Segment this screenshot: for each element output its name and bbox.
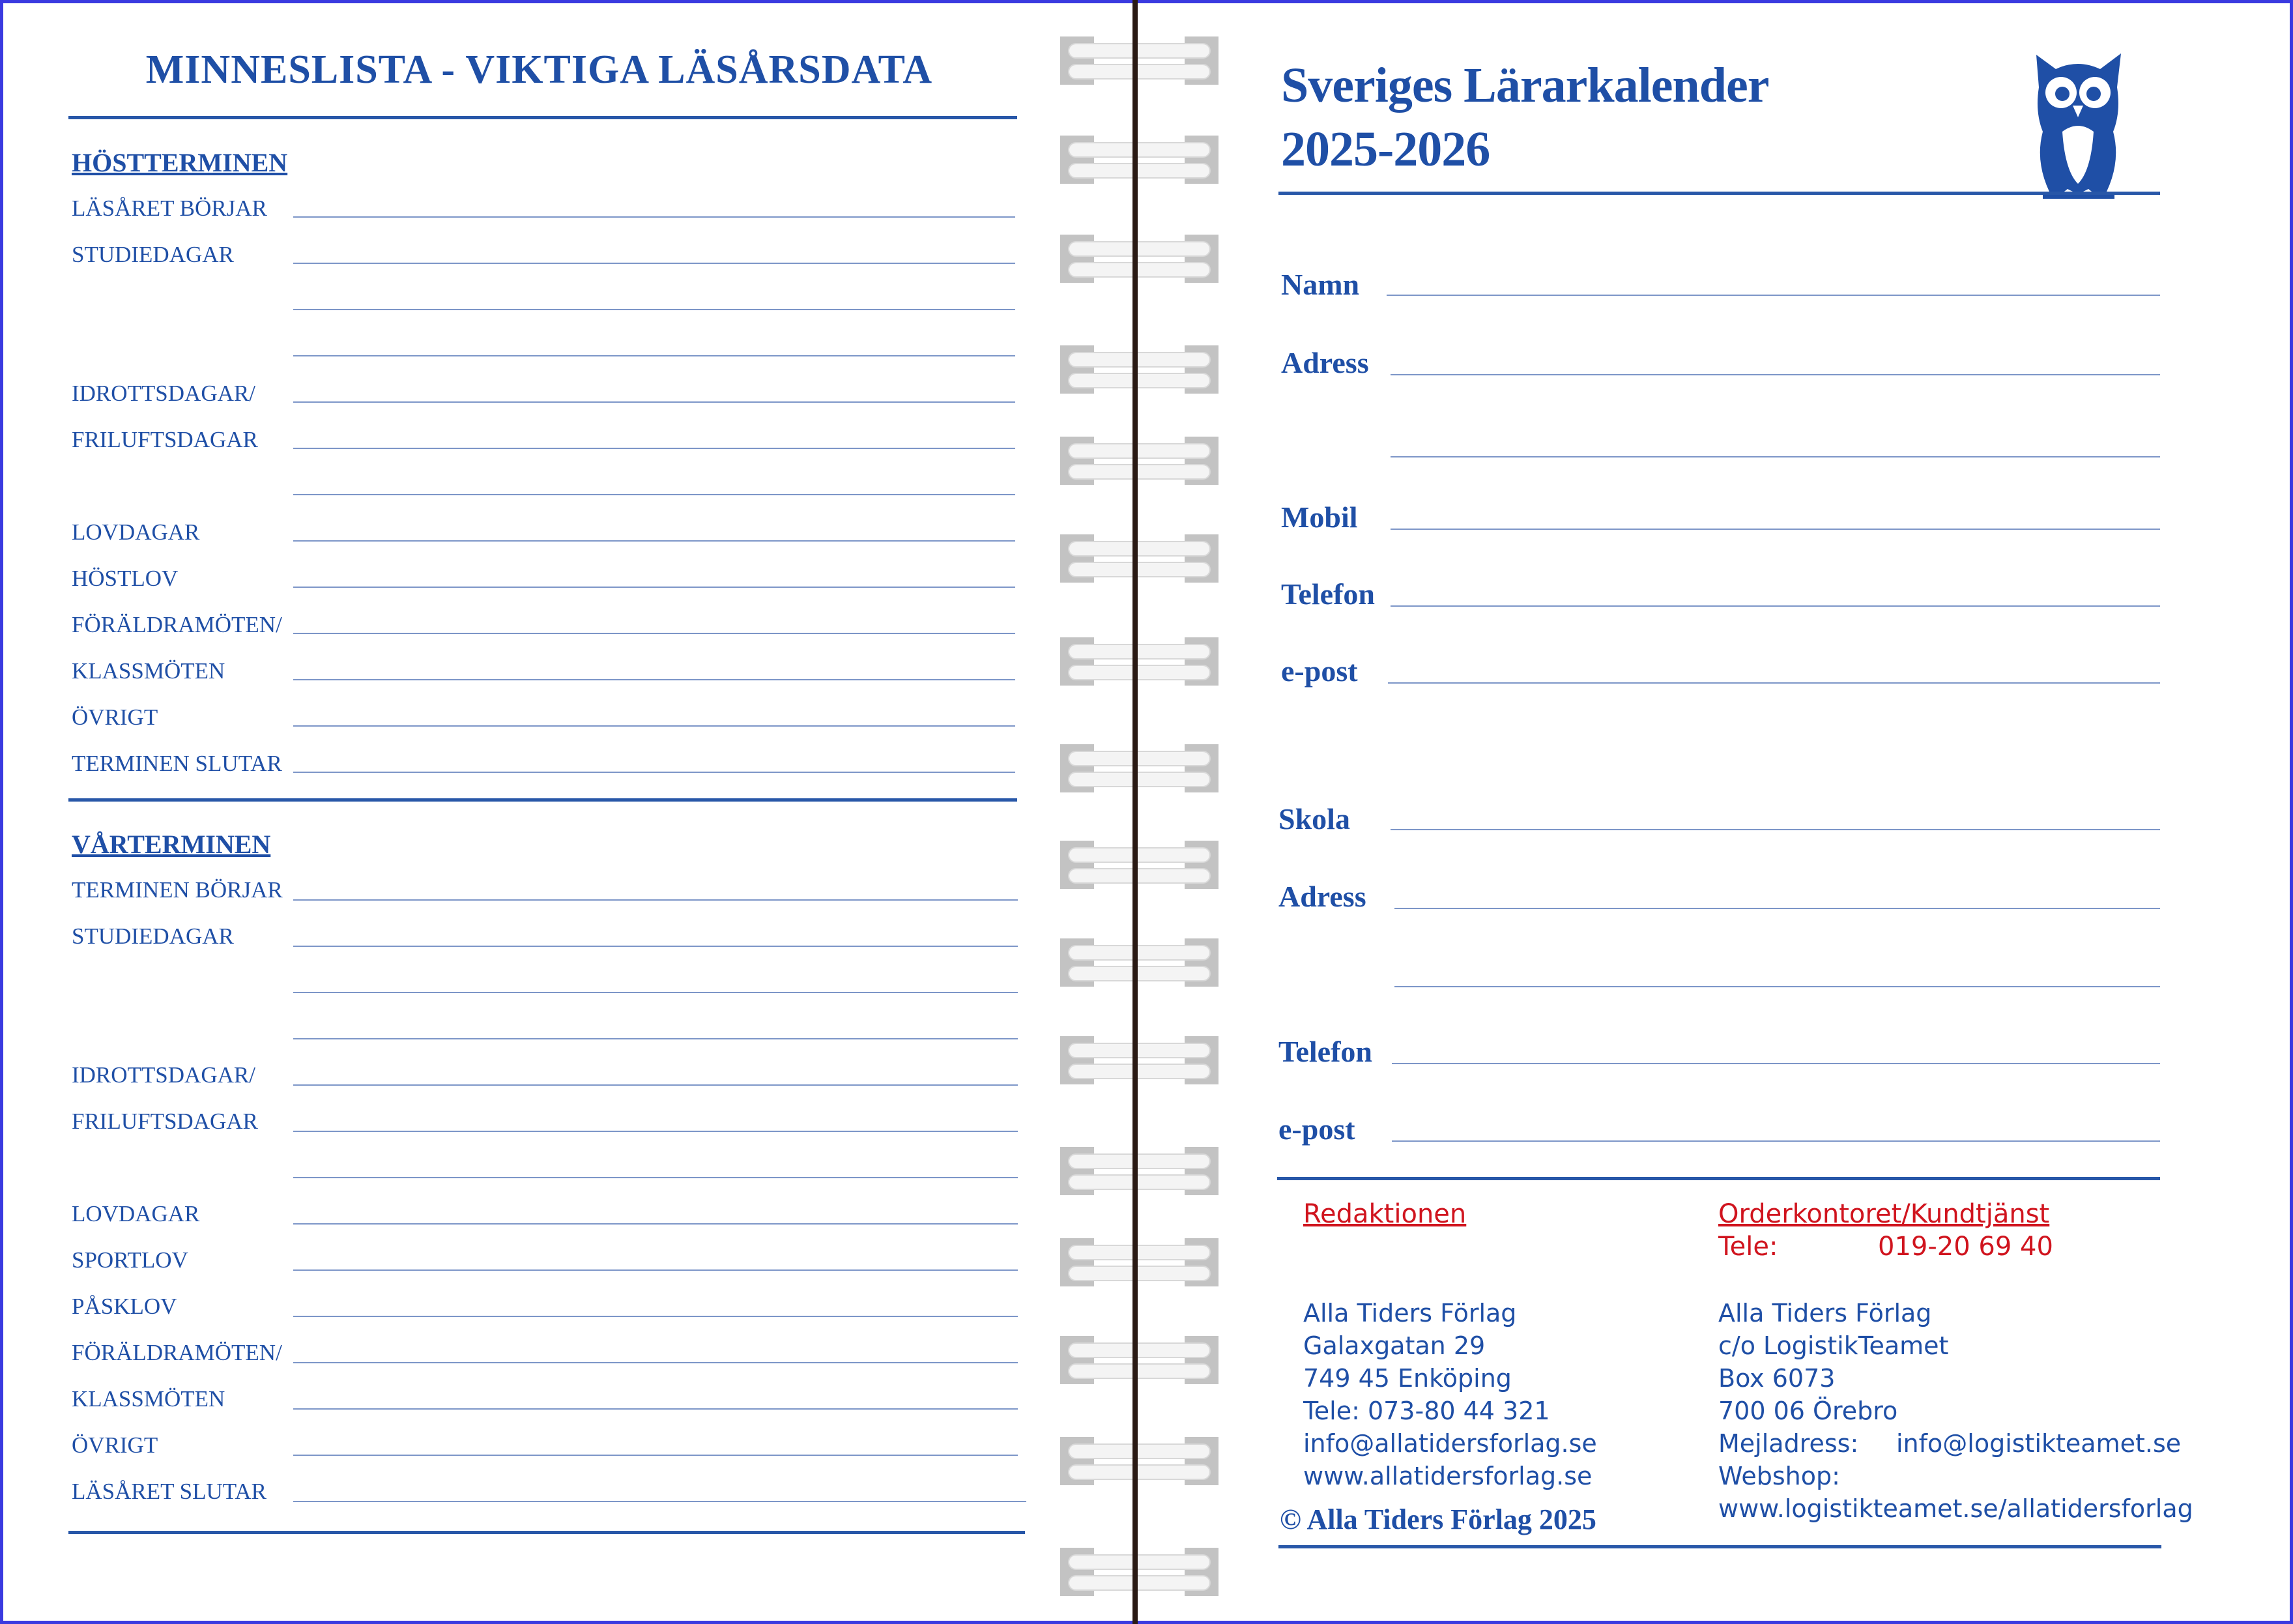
field-label-adress: Adress — [1281, 346, 1369, 379]
write-line[interactable] — [293, 448, 1015, 449]
write-line[interactable] — [293, 540, 1015, 542]
skola-adress-line[interactable] — [1394, 908, 2160, 909]
spiral-ring — [1060, 136, 1219, 184]
order-mail-label: Mejladress: — [1718, 1429, 1859, 1458]
order-line: Box 6073 — [1718, 1364, 1836, 1393]
skola-adress-line-2[interactable] — [1394, 986, 2160, 987]
redaktionen-line: Alla Tiders Förlag — [1303, 1299, 1517, 1327]
spring-label: PÅSKLOV — [72, 1294, 177, 1319]
spring-label: FÖRÄLDRAMÖTEN/ — [72, 1340, 282, 1365]
spiral-ring — [1060, 437, 1219, 485]
skola-telefon-line[interactable] — [1392, 1063, 2160, 1064]
order-tele-label: Tele: — [1718, 1232, 1778, 1262]
autumn-label: KLASSMÖTEN — [72, 658, 225, 684]
spiral-ring — [1060, 345, 1219, 394]
namn-line[interactable] — [1387, 295, 2160, 296]
owl-logo-icon — [2023, 47, 2133, 203]
spiral-ring — [1060, 1336, 1219, 1384]
telefon-line[interactable] — [1391, 605, 2160, 607]
spring-label: LÄSÅRET SLUTAR — [72, 1479, 267, 1504]
right-title-rule — [1278, 192, 2160, 195]
autumn-heading: HÖSTTERMINEN — [72, 148, 288, 177]
order-line: c/o LogistikTeamet — [1718, 1331, 1949, 1360]
autumn-label: LÄSÅRET BÖRJAR — [72, 196, 267, 221]
mobil-line[interactable] — [1391, 529, 2160, 530]
write-line[interactable] — [293, 263, 1015, 264]
order-heading: Orderkontoret/Kundtjänst — [1718, 1199, 2050, 1229]
write-line[interactable] — [293, 216, 1015, 218]
left-page-title: MINNESLISTA - VIKTIGA LÄSÅRSDATA — [145, 48, 933, 92]
autumn-label: TERMINEN SLUTAR — [72, 751, 282, 776]
spiral-ring — [1060, 36, 1219, 85]
field-label-telefon: Telefon — [1281, 577, 1375, 611]
title-rule — [68, 116, 1017, 119]
field-label-mobil: Mobil — [1281, 500, 1358, 534]
redaktionen-email[interactable]: info@allatidersforlag.se — [1303, 1429, 1597, 1458]
redaktionen-website[interactable]: www.allatidersforlag.se — [1303, 1462, 1593, 1490]
spring-label: STUDIEDAGAR — [72, 923, 234, 949]
order-webshop-value[interactable]: www.logistikteamet.se/allatidersforlag — [1718, 1494, 2193, 1523]
spring-label: SPORTLOV — [72, 1247, 188, 1273]
write-line[interactable] — [293, 1501, 1026, 1502]
write-line[interactable] — [293, 309, 1015, 310]
order-line: Alla Tiders Förlag — [1718, 1299, 1932, 1327]
write-line[interactable] — [293, 1084, 1018, 1086]
write-line[interactable] — [293, 1038, 1018, 1039]
order-tele-value: 019-20 69 40 — [1878, 1232, 2053, 1262]
redaktionen-phone: Tele: 073-80 44 321 — [1303, 1397, 1550, 1425]
spring-heading: VÅRTERMINEN — [72, 830, 271, 859]
write-line[interactable] — [293, 772, 1015, 773]
write-line[interactable] — [293, 992, 1018, 993]
contact-rule — [1277, 1177, 2160, 1180]
field-label-namn: Namn — [1281, 268, 1360, 301]
epost-line[interactable] — [1388, 682, 2160, 684]
redaktionen-line: Galaxgatan 29 — [1303, 1331, 1486, 1360]
write-line[interactable] — [293, 1362, 1018, 1363]
spiral-ring — [1060, 1548, 1219, 1596]
order-line: 700 06 Örebro — [1718, 1397, 1898, 1425]
write-line[interactable] — [293, 1455, 1018, 1456]
redaktionen-heading: Redaktionen — [1303, 1199, 1467, 1229]
field-label-skola-adress: Adress — [1278, 880, 1366, 913]
field-label-skola-telefon: Telefon — [1278, 1035, 1372, 1068]
write-line[interactable] — [293, 1316, 1018, 1317]
footer-rule — [1278, 1545, 2161, 1548]
write-line[interactable] — [293, 1177, 1018, 1178]
autumn-label: LOVDAGAR — [72, 519, 200, 545]
write-line[interactable] — [293, 899, 1018, 901]
autumn-label: HÖSTLOV — [72, 566, 179, 591]
field-label-skola-epost: e-post — [1278, 1112, 1355, 1146]
write-line[interactable] — [293, 1408, 1018, 1410]
autumn-label: FÖRÄLDRAMÖTEN/ — [72, 612, 282, 637]
spiral-ring — [1060, 1437, 1219, 1485]
spring-label: TERMINEN BÖRJAR — [72, 877, 283, 903]
order-webshop-label: Webshop: — [1718, 1462, 1840, 1490]
spiral-ring — [1060, 637, 1219, 686]
calendar-year: 2025-2026 — [1281, 122, 1490, 177]
skola-line[interactable] — [1391, 829, 2160, 830]
skola-epost-line[interactable] — [1392, 1140, 2160, 1142]
spring-label: IDROTTSDAGAR/ — [72, 1062, 255, 1088]
autumn-label: IDROTTSDAGAR/ — [72, 381, 255, 406]
field-label-skola: Skola — [1278, 802, 1350, 835]
write-line[interactable] — [293, 946, 1018, 947]
spiral-ring — [1060, 235, 1219, 283]
spiral-ring — [1060, 534, 1219, 583]
adress-line-2[interactable] — [1391, 456, 2160, 457]
spiral-ring — [1060, 1238, 1219, 1286]
autumn-label: ÖVRIGT — [72, 704, 158, 730]
autumn-label: FRILUFTSDAGAR — [72, 427, 258, 452]
redaktionen-line: 749 45 Enköping — [1303, 1364, 1512, 1393]
section-rule — [68, 798, 1017, 802]
calendar-title: Sveriges Lärarkalender — [1281, 58, 1769, 113]
spiral-ring — [1060, 744, 1219, 792]
spring-label: FRILUFTSDAGAR — [72, 1109, 258, 1134]
spring-label: LOVDAGAR — [72, 1201, 200, 1226]
spring-label: ÖVRIGT — [72, 1432, 158, 1458]
bottom-rule — [68, 1531, 1025, 1534]
adress-line[interactable] — [1391, 374, 2160, 375]
write-line[interactable] — [293, 494, 1015, 495]
spiral-ring — [1060, 938, 1219, 987]
write-line[interactable] — [293, 725, 1015, 727]
copyright: © Alla Tiders Förlag 2025 — [1280, 1503, 1596, 1535]
write-line[interactable] — [293, 1269, 1018, 1271]
field-label-epost: e-post — [1281, 654, 1358, 688]
spiral-ring — [1060, 1147, 1219, 1195]
spiral-ring — [1060, 841, 1219, 889]
write-line[interactable] — [293, 633, 1015, 634]
write-line[interactable] — [293, 679, 1015, 680]
write-line[interactable] — [293, 587, 1015, 588]
spiral-ring — [1060, 1036, 1219, 1084]
write-line[interactable] — [293, 401, 1015, 403]
write-line[interactable] — [293, 1223, 1018, 1225]
spring-label: KLASSMÖTEN — [72, 1386, 225, 1412]
order-mail-value[interactable]: info@logistikteamet.se — [1896, 1429, 2182, 1458]
write-line[interactable] — [293, 355, 1015, 356]
write-line[interactable] — [293, 1131, 1018, 1132]
autumn-label: STUDIEDAGAR — [72, 242, 234, 267]
